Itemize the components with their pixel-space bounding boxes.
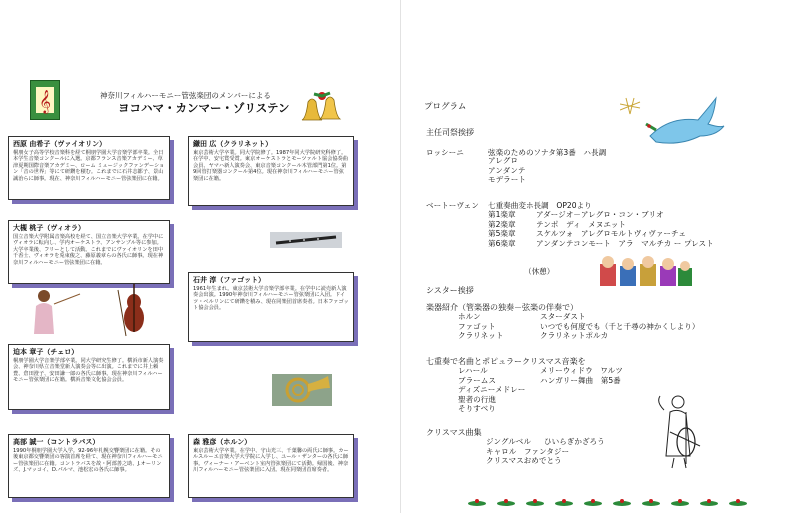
intro-row xyxy=(458,331,699,341)
christmas-list xyxy=(486,437,605,466)
movement-number: 第5楽章 xyxy=(488,229,516,239)
composer: ロッシーニ xyxy=(426,148,464,157)
movement-list xyxy=(488,210,714,248)
member-name: 森 雅彦（ホルン） xyxy=(193,438,252,446)
piece: スターダスト xyxy=(540,312,586,321)
christmas-title: クリスマス曲集 xyxy=(426,428,482,437)
clarinet-image xyxy=(270,232,342,252)
carolers-image xyxy=(598,254,694,292)
piece: クラリネットポルカ xyxy=(540,331,609,341)
piece: ジングルベル xyxy=(486,437,531,446)
movement-tempo: アンダンテコンモート アラ マルチカ ー プレスト xyxy=(536,238,714,248)
composer: ベートーヴェン xyxy=(426,201,479,210)
member-bio: 1961年生まれ。東京芸術大学音楽学部卒業。在学中に読売新人演奏会出演。1990年神奈川フィルハーモニー管弦楽団に入団。ドイツ・ベルリンにて研鑽を積み、現在同楽団首席奏者。日本ファゴット協会会員。 xyxy=(193,286,349,312)
fold-line xyxy=(400,0,401,513)
program-heading: プログラム xyxy=(424,102,467,112)
intro-title: 楽器紹介（管楽器の独奏－弦楽の伴奏で） xyxy=(426,303,578,312)
movement: アレグロ xyxy=(488,156,518,165)
movement: アンダンテ xyxy=(488,165,526,175)
member-card xyxy=(188,434,354,498)
christmas-bells-icon xyxy=(300,88,346,132)
piece: そりすべり xyxy=(458,404,496,414)
sister-greeting: シスター挨拶 xyxy=(426,286,474,295)
holly-icon xyxy=(584,499,602,507)
violinist-image xyxy=(30,282,154,342)
movement-row xyxy=(488,229,714,239)
medley-row xyxy=(458,395,623,405)
movement-row xyxy=(488,239,714,249)
instrument: クラリネット xyxy=(458,331,504,341)
member-bio: 桐朋女子高等学校音楽科を経て桐朋学園大学音楽学部卒業。全日本学生音楽コンクールに入選。京都フランス音楽アカデミー、草津夏期国際音楽アカデミー、ローム ミュージックファンデーション「音の世界」等にて研鑽を積む。これまでに石井志都子、景山誠治らに師事。現在、神奈川フィルハーモニー管弦楽団に在籍。 xyxy=(13,150,165,182)
header-title: ヨコハマ・カンマー・ゾリステン xyxy=(118,101,290,115)
piece-title: 弦楽のためのソナタ第3番 ハ長調 xyxy=(488,148,607,157)
instrument: ファゴット xyxy=(458,321,496,331)
movement-number: 第1楽章 xyxy=(488,210,516,219)
member-card xyxy=(8,434,170,498)
movement-tempo: アダージオ－アレグロ・コン・ブリオ xyxy=(536,210,664,219)
holly-icon xyxy=(642,499,660,507)
movement-row xyxy=(488,220,714,230)
holly-icon xyxy=(526,499,544,507)
piece: クリスマスおめでとう xyxy=(486,456,562,466)
movement-row xyxy=(488,210,714,220)
piece: ディズニーメドレー xyxy=(458,385,526,395)
member-bio: 国立音楽大学附属音楽高校を経て、国立音楽大学卒業。在学中にヴィオラに転向し、学内オーケストラ、アンサンブル等に参加。大学卒業後、フリーとして活動。これまでにヴァイオリンを田中千香士、ヴィオラを兎束俊之、藤原義章らの各氏に師事。現在神奈川フィルハーモニー管弦楽団に在籍。 xyxy=(13,234,164,266)
holly-icon xyxy=(671,499,689,507)
christmas-row xyxy=(486,447,605,457)
holly-icon xyxy=(555,499,573,507)
member-bio: 東京芸術大学卒業。同大学院修了。1987年同大学院研究科修了。在学中、安宅賞受賞。東京オーケストラとモーツァルト協会協奏曲会員、ヤマハ新人演奏会、東京音楽コンクール木管部門第1位。第9回管打楽器コンクール第4位。現在神奈川フィルハーモニー管弦楽団に在籍。 xyxy=(193,150,348,182)
holly-icon xyxy=(468,499,486,507)
member-name: 高部 誠一（コントラバス） xyxy=(13,438,100,446)
intro-row xyxy=(458,322,699,332)
medley-row xyxy=(458,385,623,395)
intro-list xyxy=(458,312,699,341)
medley-list xyxy=(458,366,623,414)
piece: ハンガリー舞曲 第5番 xyxy=(540,375,621,385)
member-card xyxy=(188,272,354,342)
movement-number: 第6楽章 xyxy=(488,238,516,248)
member-card xyxy=(8,344,170,410)
medley-title: 七重奏で名曲とポピュラークリスマス音楽を xyxy=(426,357,586,366)
angel-cellist-image xyxy=(656,392,706,476)
member-bio: 桐朋学園大学音楽学部卒業。同大学研究生修了。横浜市新人演奏会、神奈川県立音楽堂新人演奏会等に出演。これまでに井上頼豊、倉田澄子、安田謙一郎の各氏に師事。現在神奈川フィルハーモニー管弦楽団に在籍。横浜音楽文化協会会員。 xyxy=(13,358,164,384)
music-logo xyxy=(30,80,60,120)
medley-row xyxy=(458,404,623,414)
instrument: ホルン xyxy=(458,312,481,321)
piece: キャロル ファンタジー xyxy=(486,446,570,456)
intermission: （休憩） xyxy=(524,267,555,276)
member-card xyxy=(188,136,354,206)
header-subtitle: 神奈川フィルハーモニー管弦楽団のメンバーによる xyxy=(100,91,271,100)
member-name: 石井 淳（ファゴット） xyxy=(193,276,266,284)
christmas-row xyxy=(486,437,605,447)
piece: いつでも何度でも（千と千尋の神かくしより） xyxy=(540,321,700,331)
christmas-row xyxy=(486,456,605,466)
medley-row xyxy=(458,376,623,386)
composer: レハール xyxy=(458,366,488,375)
horn-image xyxy=(272,374,332,410)
member-card xyxy=(8,136,170,200)
movement-list xyxy=(488,156,526,185)
member-bio: 東京芸術大学卒業。在学中、守山光三、千葉馨の両氏に師事。カールスルーエ音楽大学大学院に入学し、ユール・ザンターの各氏に師事。ヴィーナー・アーベント室内管弦楽団にて活動。帰国後、神奈川フィルハーモニー管弦楽団に入団。現在同楽団首席奏者。 xyxy=(193,448,349,474)
greeting: 主任司祭挨拶 xyxy=(426,128,474,137)
member-name: 大槻 桃子（ヴィオラ） xyxy=(13,224,86,232)
piece: メリーウィドウ ワルツ xyxy=(540,366,623,375)
holly-icon xyxy=(729,499,747,507)
member-card xyxy=(8,220,170,284)
movement-number: 第2楽章 xyxy=(488,219,516,229)
holly-icon xyxy=(497,499,515,507)
member-bio: 1990年桐朋学園大学入学。92-96年札幌交響楽団に在籍。その後東京都交響楽団の客演首席を経て、現在神奈川フィルハーモニー管弦楽団に在籍。コントラバスを故・阿部善之助、J.オーリンズ、J.マッコイ、D.パルマ、池松宏の各氏に師事。 xyxy=(13,448,163,474)
holly-icon xyxy=(700,499,718,507)
svg-text:𝄞: 𝄞 xyxy=(39,89,51,113)
movement-tempo: テンポ ディ メヌエット xyxy=(536,219,626,229)
holly-border xyxy=(468,499,747,507)
piece-title: 七重奏曲変ホ長調 OP20より xyxy=(488,201,592,210)
dove-icon xyxy=(620,96,730,156)
holly-icon xyxy=(613,499,631,507)
composer: ブラームス xyxy=(458,375,496,385)
medley-row xyxy=(458,366,623,376)
piece: ひいらぎかざろう xyxy=(544,437,605,446)
intro-row xyxy=(458,312,699,322)
movement: モデラート xyxy=(488,175,526,185)
member-name: 西原 由希子（ヴァイオリン） xyxy=(13,140,107,148)
piece: 聖者の行進 xyxy=(458,394,496,404)
member-name: 迫本 章子（チェロ） xyxy=(13,348,79,356)
member-name: 鎌田 広（クラリネット） xyxy=(193,140,273,148)
movement-tempo: スケルツォ アレグロモルトヴィヴァーチェ xyxy=(536,229,686,239)
